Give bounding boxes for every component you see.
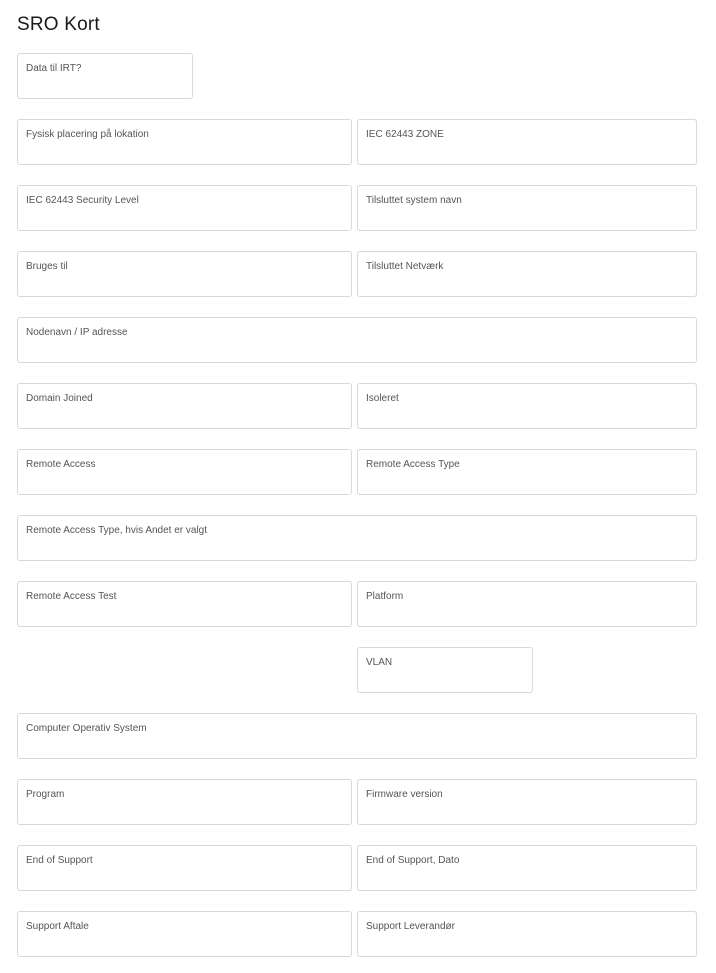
isoleret-field[interactable]	[357, 383, 697, 429]
computer-os-field[interactable]	[17, 713, 697, 759]
platform-field[interactable]	[357, 581, 697, 627]
program-label: Program	[26, 789, 65, 800]
platform-label: Platform	[366, 591, 404, 602]
support-aftale-label: Support Aftale	[26, 921, 89, 932]
iec-security-level-field[interactable]	[17, 185, 352, 231]
domain-joined-label: Domain Joined	[26, 393, 93, 404]
isoleret-label: Isoleret	[366, 393, 399, 404]
tilsluttet-system-navn-field[interactable]	[357, 185, 697, 231]
remote-access-field[interactable]	[17, 449, 352, 495]
fysisk-placering-label: Fysisk placering på lokation	[26, 129, 149, 140]
nodenavn-ip-label: Nodenavn / IP adresse	[26, 327, 128, 338]
remote-access-type-label: Remote Access Type	[366, 459, 460, 470]
fysisk-placering-field[interactable]	[17, 119, 352, 165]
end-of-support-dato-label: End of Support, Dato	[366, 855, 460, 866]
iec-zone-field[interactable]	[357, 119, 697, 165]
support-aftale-field[interactable]	[17, 911, 352, 957]
iec-security-level-label: IEC 62443 Security Level	[26, 195, 139, 206]
remote-access-label: Remote Access	[26, 459, 96, 470]
remote-access-type-andet-field[interactable]	[17, 515, 697, 561]
program-field[interactable]	[17, 779, 352, 825]
firmware-version-field[interactable]	[357, 779, 697, 825]
domain-joined-field[interactable]	[17, 383, 352, 429]
end-of-support-label: End of Support	[26, 855, 93, 866]
bruges-til-field[interactable]	[17, 251, 352, 297]
support-leverandoer-label: Support Leverandør	[366, 921, 455, 932]
vlan-label: VLAN	[366, 657, 393, 668]
tilsluttet-system-navn-label: Tilsluttet system navn	[366, 195, 462, 206]
data-til-irt-field[interactable]	[17, 53, 193, 99]
remote-access-type-andet-label: Remote Access Type, hvis Andet er valgt	[26, 525, 208, 536]
remote-access-test-field[interactable]	[17, 581, 352, 627]
bruges-til-label: Bruges til	[26, 261, 68, 272]
tilsluttet-netvaerk-field[interactable]	[357, 251, 697, 297]
end-of-support-dato-field[interactable]	[357, 845, 697, 891]
iec-zone-label: IEC 62443 ZONE	[366, 129, 444, 140]
page-title: SRO Kort	[17, 14, 100, 35]
data-til-irt-label: Data til IRT?	[26, 63, 82, 74]
vlan-field[interactable]	[357, 647, 533, 693]
remote-access-type-field[interactable]	[357, 449, 697, 495]
nodenavn-ip-field[interactable]	[17, 317, 697, 363]
firmware-version-label: Firmware version	[366, 789, 443, 800]
computer-os-label: Computer Operativ System	[26, 723, 147, 734]
remote-access-test-label: Remote Access Test	[26, 591, 117, 602]
tilsluttet-netvaerk-label: Tilsluttet Netværk	[366, 261, 444, 272]
support-leverandoer-field[interactable]	[357, 911, 697, 957]
end-of-support-field[interactable]	[17, 845, 352, 891]
